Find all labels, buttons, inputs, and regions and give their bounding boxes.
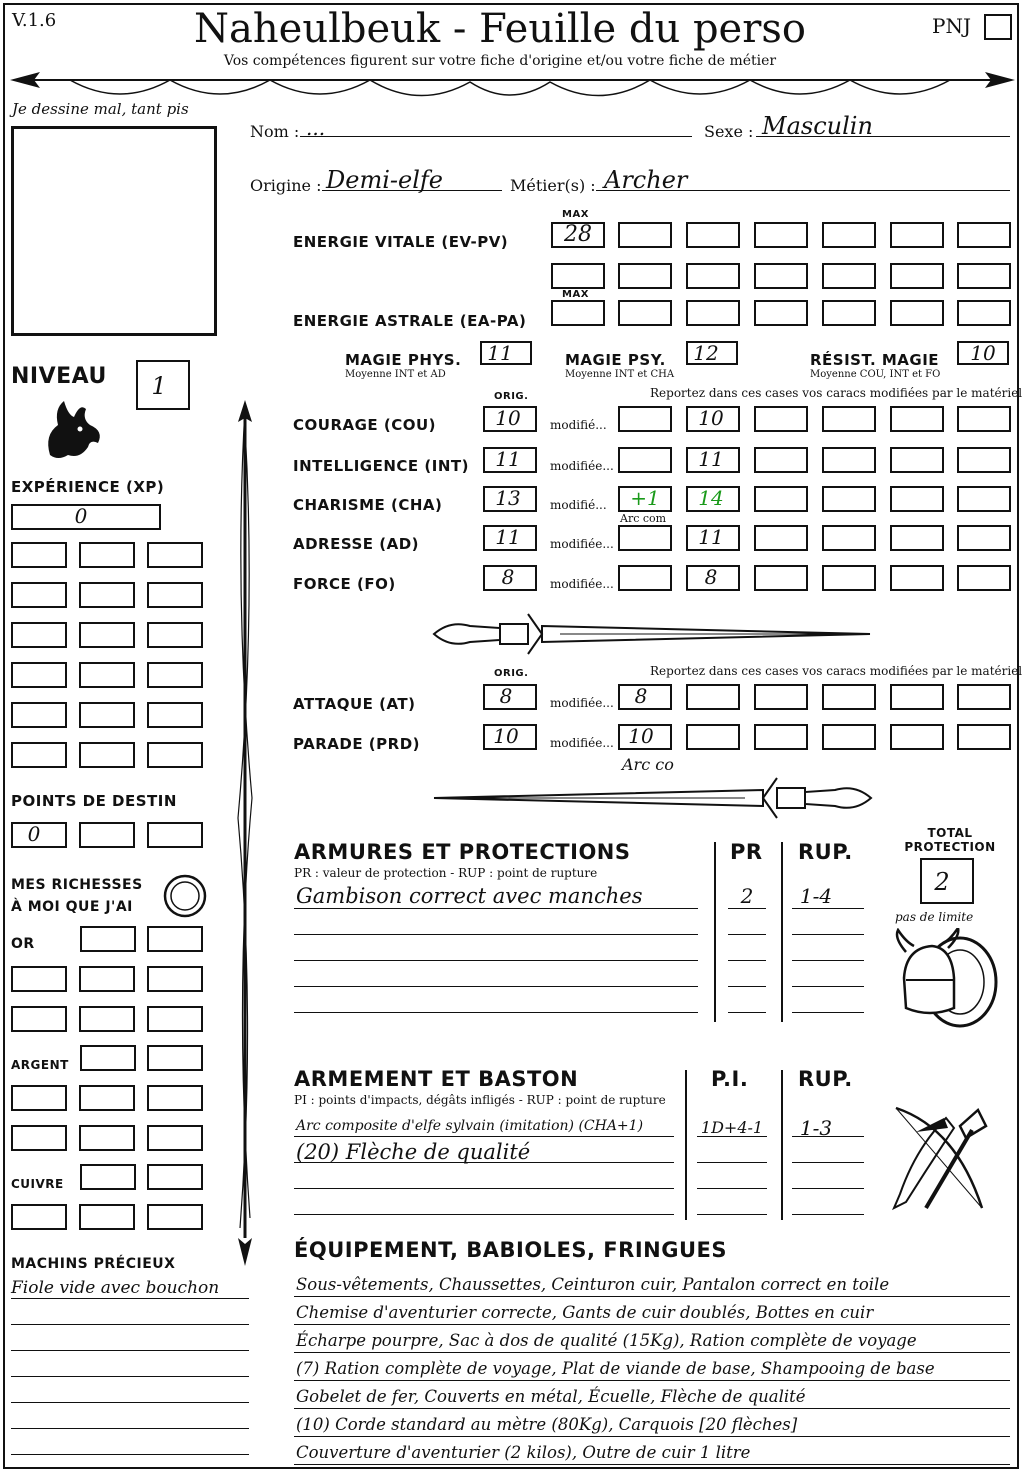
energie-track-box[interactable]: [551, 263, 605, 289]
richesses-label-2: À MOI QUE J'AI: [11, 899, 133, 915]
carac-final-box[interactable]: [822, 565, 876, 591]
equipement-item[interactable]: Couverture d'aventurier (2 kilos), Outre de cuir 1 litre: [296, 1443, 751, 1462]
combat-final-value: 10: [628, 724, 654, 748]
armure-rup-line: [792, 908, 864, 909]
version-label: V.1.6: [12, 10, 57, 31]
xp-track-box[interactable]: [147, 702, 203, 728]
magie-psy-label: MAGIE PSY.: [565, 351, 666, 369]
carac-final-value: 10: [698, 406, 724, 430]
money-box[interactable]: [147, 966, 203, 992]
combat-final-box[interactable]: [957, 724, 1011, 750]
combat-orig-label: ORIG.: [494, 668, 529, 679]
carac-mod-label: modifiée...: [550, 537, 614, 551]
xp-track-box[interactable]: [11, 662, 67, 688]
money-box[interactable]: [79, 966, 135, 992]
arme-rup-line: [792, 1214, 864, 1215]
equipement-title: ÉQUIPEMENT, BABIOLES, FRINGUES: [294, 1238, 727, 1262]
sword-ornament-1: [430, 612, 875, 658]
energie-track-box[interactable]: [890, 300, 944, 326]
combat-final-value: 8: [634, 684, 648, 708]
magie-phys-value: 11: [487, 341, 513, 365]
energie-track-box[interactable]: [822, 263, 876, 289]
armures-rup-label: RUP.: [798, 840, 853, 864]
money-box[interactable]: [11, 966, 67, 992]
combat-note: Arc co: [622, 755, 674, 774]
arme-name[interactable]: (20) Flèche de qualité: [296, 1140, 531, 1164]
armure-line: [294, 934, 698, 935]
xp-track-box[interactable]: [11, 742, 67, 768]
armures-pr-label: PR: [730, 840, 763, 864]
nom-line: [300, 136, 692, 137]
armures-note: PR : valeur de protection - RUP : point de rupture: [294, 866, 598, 880]
caracs-orig-label: ORIG.: [494, 391, 529, 402]
energie-track-box[interactable]: [754, 222, 808, 248]
machins-line: [11, 1428, 249, 1429]
carac-mod-value: +1: [630, 486, 660, 510]
dragon-icon: [40, 395, 106, 463]
armure-rup-line: [792, 986, 864, 987]
carac-mod-label: modifiée...: [550, 459, 614, 473]
arme-pi-line: [697, 1162, 767, 1163]
machins-value[interactable]: Fiole vide avec bouchon: [11, 1278, 220, 1298]
carac-final-value: 14: [698, 486, 724, 510]
xp-track-box[interactable]: [11, 622, 67, 648]
xp-track-box[interactable]: [79, 622, 135, 648]
xp-track-box[interactable]: [147, 622, 203, 648]
armement-title: ARMEMENT ET BASTON: [294, 1067, 579, 1091]
armement-pi-label: P.I.: [711, 1067, 749, 1091]
equipement-item[interactable]: Gobelet de fer, Couverts en métal, Écuelle, Flèche de qualité: [296, 1387, 806, 1406]
arme-rup-value: 1-3: [799, 1116, 833, 1140]
arme-pi-line: [697, 1214, 767, 1215]
arme-rup-line: [792, 1188, 864, 1189]
energie-track-box[interactable]: [957, 263, 1011, 289]
armures-divider-1: [714, 842, 716, 1022]
money-box[interactable]: [11, 1006, 67, 1032]
portrait-caption: Je dessine mal, tant pis: [12, 100, 189, 118]
destin-label: POINTS DE DESTIN: [11, 792, 177, 810]
armure-pr-line: [728, 1012, 766, 1013]
sexe-value[interactable]: Masculin: [762, 112, 873, 140]
arme-pi-line: [697, 1188, 767, 1189]
carac-final-box[interactable]: [890, 565, 944, 591]
combat-final-box[interactable]: [754, 724, 808, 750]
carac-mod-box[interactable]: [618, 565, 672, 591]
xp-track-box[interactable]: [79, 542, 135, 568]
energie-track-box[interactable]: [754, 263, 808, 289]
helmet-shield-icon: [890, 928, 1002, 1034]
carac-final-box[interactable]: [890, 525, 944, 551]
argent-label: ARGENT: [11, 1058, 69, 1072]
equipement-item[interactable]: Écharpe pourpre, Sac à dos de qualité (15Kg), Ration complète de voyage: [296, 1331, 917, 1350]
richesses-label-1: MES RICHESSES: [11, 877, 143, 893]
arme-line: [294, 1214, 674, 1215]
sword-ornament-2: [430, 776, 875, 822]
origine-value[interactable]: Demi-elfe: [326, 166, 443, 194]
money-box[interactable]: [147, 1164, 203, 1190]
combat-label: PARADE (PRD): [293, 735, 421, 753]
machins-line: [11, 1324, 249, 1325]
equipement-line: [294, 1464, 1010, 1465]
carac-orig-value: 13: [495, 486, 521, 510]
energie-track-box[interactable]: [822, 300, 876, 326]
caracs-report-note: Reportez dans ces cases vos caracs modifiées par le matériel: [650, 386, 1023, 400]
armure-rup-line: [792, 934, 864, 935]
combat-label: ATTAQUE (AT): [293, 695, 416, 713]
combat-orig-value: 8: [499, 684, 513, 708]
total-protection-note: pas de limite: [895, 910, 974, 924]
energie-track-box[interactable]: [890, 222, 944, 248]
machins-line: [11, 1350, 249, 1351]
pnj-checkbox[interactable]: [984, 14, 1012, 40]
armure-line: [294, 960, 698, 961]
xp-track-box[interactable]: [11, 542, 67, 568]
xp-value: 0: [74, 504, 88, 528]
armure-pr-line: [728, 908, 766, 909]
armure-name[interactable]: Gambison correct avec manches: [296, 884, 643, 908]
energie-track-box[interactable]: [618, 263, 672, 289]
equipement-item[interactable]: Sous-vêtements, Chaussettes, Ceinturon cuir, Pantalon correct en toile: [296, 1275, 890, 1294]
carac-mod-label: modifié...: [550, 418, 607, 432]
money-box[interactable]: [80, 926, 136, 952]
combat-report-note: Reportez dans ces cases vos caracs modifiées par le matériel: [650, 664, 1023, 678]
nom-label: Nom :: [250, 122, 300, 141]
arme-pi-value: 1D+4-1: [700, 1118, 764, 1137]
energie-track-box[interactable]: [957, 222, 1011, 248]
xp-track-box[interactable]: [79, 742, 135, 768]
machins-line: [11, 1376, 249, 1377]
armure-pr-line: [728, 986, 766, 987]
armement-rup-label: RUP.: [798, 1067, 853, 1091]
money-box[interactable]: [11, 1204, 67, 1230]
xp-track-box[interactable]: [147, 742, 203, 768]
spear-ornament: [228, 398, 262, 1268]
destin-box-3[interactable]: [147, 822, 203, 848]
carac-final-box[interactable]: [890, 447, 944, 473]
arme-line: [294, 1136, 674, 1137]
armement-divider-2: [781, 1070, 783, 1220]
armures-divider-2: [781, 842, 783, 1022]
coin-icon: [162, 873, 208, 919]
carac-final-box[interactable]: [822, 447, 876, 473]
armure-pr-value: 2: [740, 884, 754, 908]
carac-final-box[interactable]: [754, 486, 808, 512]
money-box[interactable]: [147, 1204, 203, 1230]
equipement-line: [294, 1352, 1010, 1353]
energie-track-box[interactable]: [822, 222, 876, 248]
equipement-line: [294, 1324, 1010, 1325]
carac-final-value: 11: [698, 525, 724, 549]
machins-line: [11, 1402, 249, 1403]
energie-track-box[interactable]: [686, 300, 740, 326]
ev-max-label: MAX: [562, 209, 589, 220]
resist-magie-value: 10: [970, 341, 996, 365]
ev-label: ENERGIE VITALE (EV-PV): [293, 233, 509, 251]
combat-mod-label: modifiée...: [550, 736, 614, 750]
money-box[interactable]: [147, 1006, 203, 1032]
xp-track-box[interactable]: [11, 582, 67, 608]
armure-rup-value: 1-4: [799, 884, 833, 908]
carac-label: ADRESSE (AD): [293, 535, 420, 553]
money-box[interactable]: [11, 1085, 67, 1111]
carac-final-box[interactable]: [957, 406, 1011, 432]
armure-line: [294, 986, 698, 987]
resist-magie-note: Moyenne COU, INT et FO: [810, 369, 941, 380]
carac-final-value: 8: [704, 565, 718, 589]
equipement-item[interactable]: (10) Corde standard au mètre (80Kg), Carquois [20 flèches]: [296, 1415, 798, 1434]
page-title: Naheulbeuk - Feuille du perso: [194, 6, 806, 52]
money-box[interactable]: [79, 1085, 135, 1111]
carac-mod-note: Arc com: [620, 512, 667, 525]
magie-psy-note: Moyenne INT et CHA: [565, 369, 675, 380]
money-box[interactable]: [80, 1164, 136, 1190]
equipement-item[interactable]: Chemise d'aventurier correcte, Gants de cuir doublés, Bottes en cuir: [296, 1303, 874, 1322]
carac-final-box[interactable]: [890, 406, 944, 432]
armure-pr-line: [728, 934, 766, 935]
ev-max-value: 28: [564, 222, 592, 247]
carac-mod-label: modifié...: [550, 498, 607, 512]
energie-track-box[interactable]: [890, 263, 944, 289]
energie-track-box[interactable]: [686, 263, 740, 289]
magie-phys-label: MAGIE PHYS.: [345, 351, 462, 369]
carac-orig-value: 8: [501, 565, 515, 589]
page-subtitle: Vos compétences figurent sur votre fiche d'origine et/ou votre fiche de métier: [223, 53, 777, 69]
combat-mod-label: modifiée...: [550, 696, 614, 710]
carac-final-box[interactable]: [822, 406, 876, 432]
machins-line: [11, 1454, 249, 1455]
energie-track-box[interactable]: [754, 300, 808, 326]
money-box[interactable]: [11, 1125, 67, 1151]
combat-final-box[interactable]: [754, 684, 808, 710]
carac-orig-value: 11: [495, 525, 521, 549]
xp-track-box[interactable]: [79, 582, 135, 608]
equipement-line: [294, 1296, 1010, 1297]
carac-final-box[interactable]: [754, 525, 808, 551]
combat-final-box[interactable]: [822, 724, 876, 750]
carac-final-box[interactable]: [822, 486, 876, 512]
machins-line: [11, 1298, 249, 1299]
carac-label: FORCE (FO): [293, 575, 396, 593]
money-box[interactable]: [79, 1204, 135, 1230]
carac-mod-box[interactable]: [618, 525, 672, 551]
equipement-line: [294, 1408, 1010, 1409]
money-box[interactable]: [79, 1125, 135, 1151]
total-protection-value: 2: [934, 868, 950, 896]
armure-line: [294, 1012, 698, 1013]
portrait-box[interactable]: [11, 126, 217, 336]
sexe-label: Sexe :: [704, 122, 754, 141]
niveau-label: NIVEAU: [11, 364, 107, 389]
armement-divider-1: [685, 1070, 687, 1220]
carac-label: CHARISME (CHA): [293, 496, 443, 514]
pnj-label: PNJ: [932, 14, 971, 38]
cuivre-label: CUIVRE: [11, 1177, 64, 1191]
armure-line: [294, 908, 698, 909]
carac-final-box[interactable]: [822, 525, 876, 551]
combat-final-box[interactable]: [822, 684, 876, 710]
or-label: OR: [11, 936, 35, 952]
magie-psy-value: 12: [693, 341, 719, 365]
armure-pr-line: [728, 960, 766, 961]
arme-name[interactable]: Arc composite d'elfe sylvain (imitation) (CHA+1): [296, 1118, 644, 1134]
destin-value: 0: [27, 822, 41, 846]
metier-label: Métier(s) :: [510, 176, 596, 195]
origine-label: Origine :: [250, 176, 322, 195]
armures-title: ARMURES ET PROTECTIONS: [294, 840, 631, 864]
carac-final-box[interactable]: [957, 486, 1011, 512]
carac-final-box[interactable]: [890, 486, 944, 512]
carac-final-box[interactable]: [754, 447, 808, 473]
xp-track-box[interactable]: [11, 702, 67, 728]
resist-magie-label: RÉSIST. MAGIE: [810, 351, 940, 369]
money-box[interactable]: [147, 1085, 203, 1111]
money-box[interactable]: [80, 1045, 136, 1071]
combat-final-box[interactable]: [686, 724, 740, 750]
metier-value[interactable]: Archer: [604, 166, 688, 194]
nom-value[interactable]: ...: [306, 116, 326, 140]
total-protection-label: TOTAL PROTECTION: [904, 826, 996, 854]
ea-max-box[interactable]: [551, 300, 605, 326]
money-box[interactable]: [147, 926, 203, 952]
niveau-value: 1: [151, 372, 167, 400]
xp-track-box[interactable]: [147, 542, 203, 568]
carac-final-box[interactable]: [754, 406, 808, 432]
arme-line: [294, 1188, 674, 1189]
combat-final-box[interactable]: [890, 724, 944, 750]
armement-note: PI : points d'impacts, dégâts infligés - RUP : point de rupture: [294, 1093, 666, 1107]
machins-label: MACHINS PRÉCIEUX: [11, 1256, 176, 1272]
carac-label: INTELLIGENCE (INT): [293, 457, 469, 475]
carac-mod-label: modifiée...: [550, 577, 614, 591]
equipement-line: [294, 1436, 1010, 1437]
weapons-icon: [886, 1098, 1004, 1218]
carac-label: COURAGE (COU): [293, 416, 437, 434]
equipement-item[interactable]: (7) Ration complète de voyage, Plat de viande de base, Shampooing de base: [296, 1359, 935, 1378]
carac-final-box[interactable]: [957, 447, 1011, 473]
carac-final-box[interactable]: [957, 525, 1011, 551]
armure-rup-line: [792, 1012, 864, 1013]
money-box[interactable]: [79, 1006, 135, 1032]
carac-final-box[interactable]: [957, 565, 1011, 591]
carac-final-value: 11: [698, 447, 724, 471]
money-box[interactable]: [147, 1045, 203, 1071]
xp-track-box[interactable]: [79, 662, 135, 688]
xp-track-box[interactable]: [147, 662, 203, 688]
energie-track-box[interactable]: [686, 222, 740, 248]
magie-phys-note: Moyenne INT et AD: [345, 369, 446, 380]
ea-label: ENERGIE ASTRALE (EA-PA): [293, 312, 527, 330]
xp-track-box[interactable]: [79, 702, 135, 728]
carac-mod-box[interactable]: [618, 406, 672, 432]
equipement-line: [294, 1380, 1010, 1381]
carac-final-box[interactable]: [754, 565, 808, 591]
xp-label: EXPÉRIENCE (XP): [11, 478, 165, 496]
energie-track-box[interactable]: [618, 300, 672, 326]
arme-rup-line: [792, 1162, 864, 1163]
combat-final-box[interactable]: [957, 684, 1011, 710]
destin-box-2[interactable]: [79, 822, 135, 848]
carac-mod-box[interactable]: [618, 447, 672, 473]
money-box[interactable]: [147, 1125, 203, 1151]
energie-track-box[interactable]: [957, 300, 1011, 326]
xp-track-box[interactable]: [147, 582, 203, 608]
carac-orig-value: 11: [495, 447, 521, 471]
ea-max-label: MAX: [562, 289, 589, 300]
armure-rup-line: [792, 960, 864, 961]
energie-track-box[interactable]: [618, 222, 672, 248]
combat-final-box[interactable]: [686, 684, 740, 710]
carac-orig-value: 10: [495, 406, 521, 430]
combat-orig-value: 10: [493, 724, 519, 748]
combat-final-box[interactable]: [890, 684, 944, 710]
